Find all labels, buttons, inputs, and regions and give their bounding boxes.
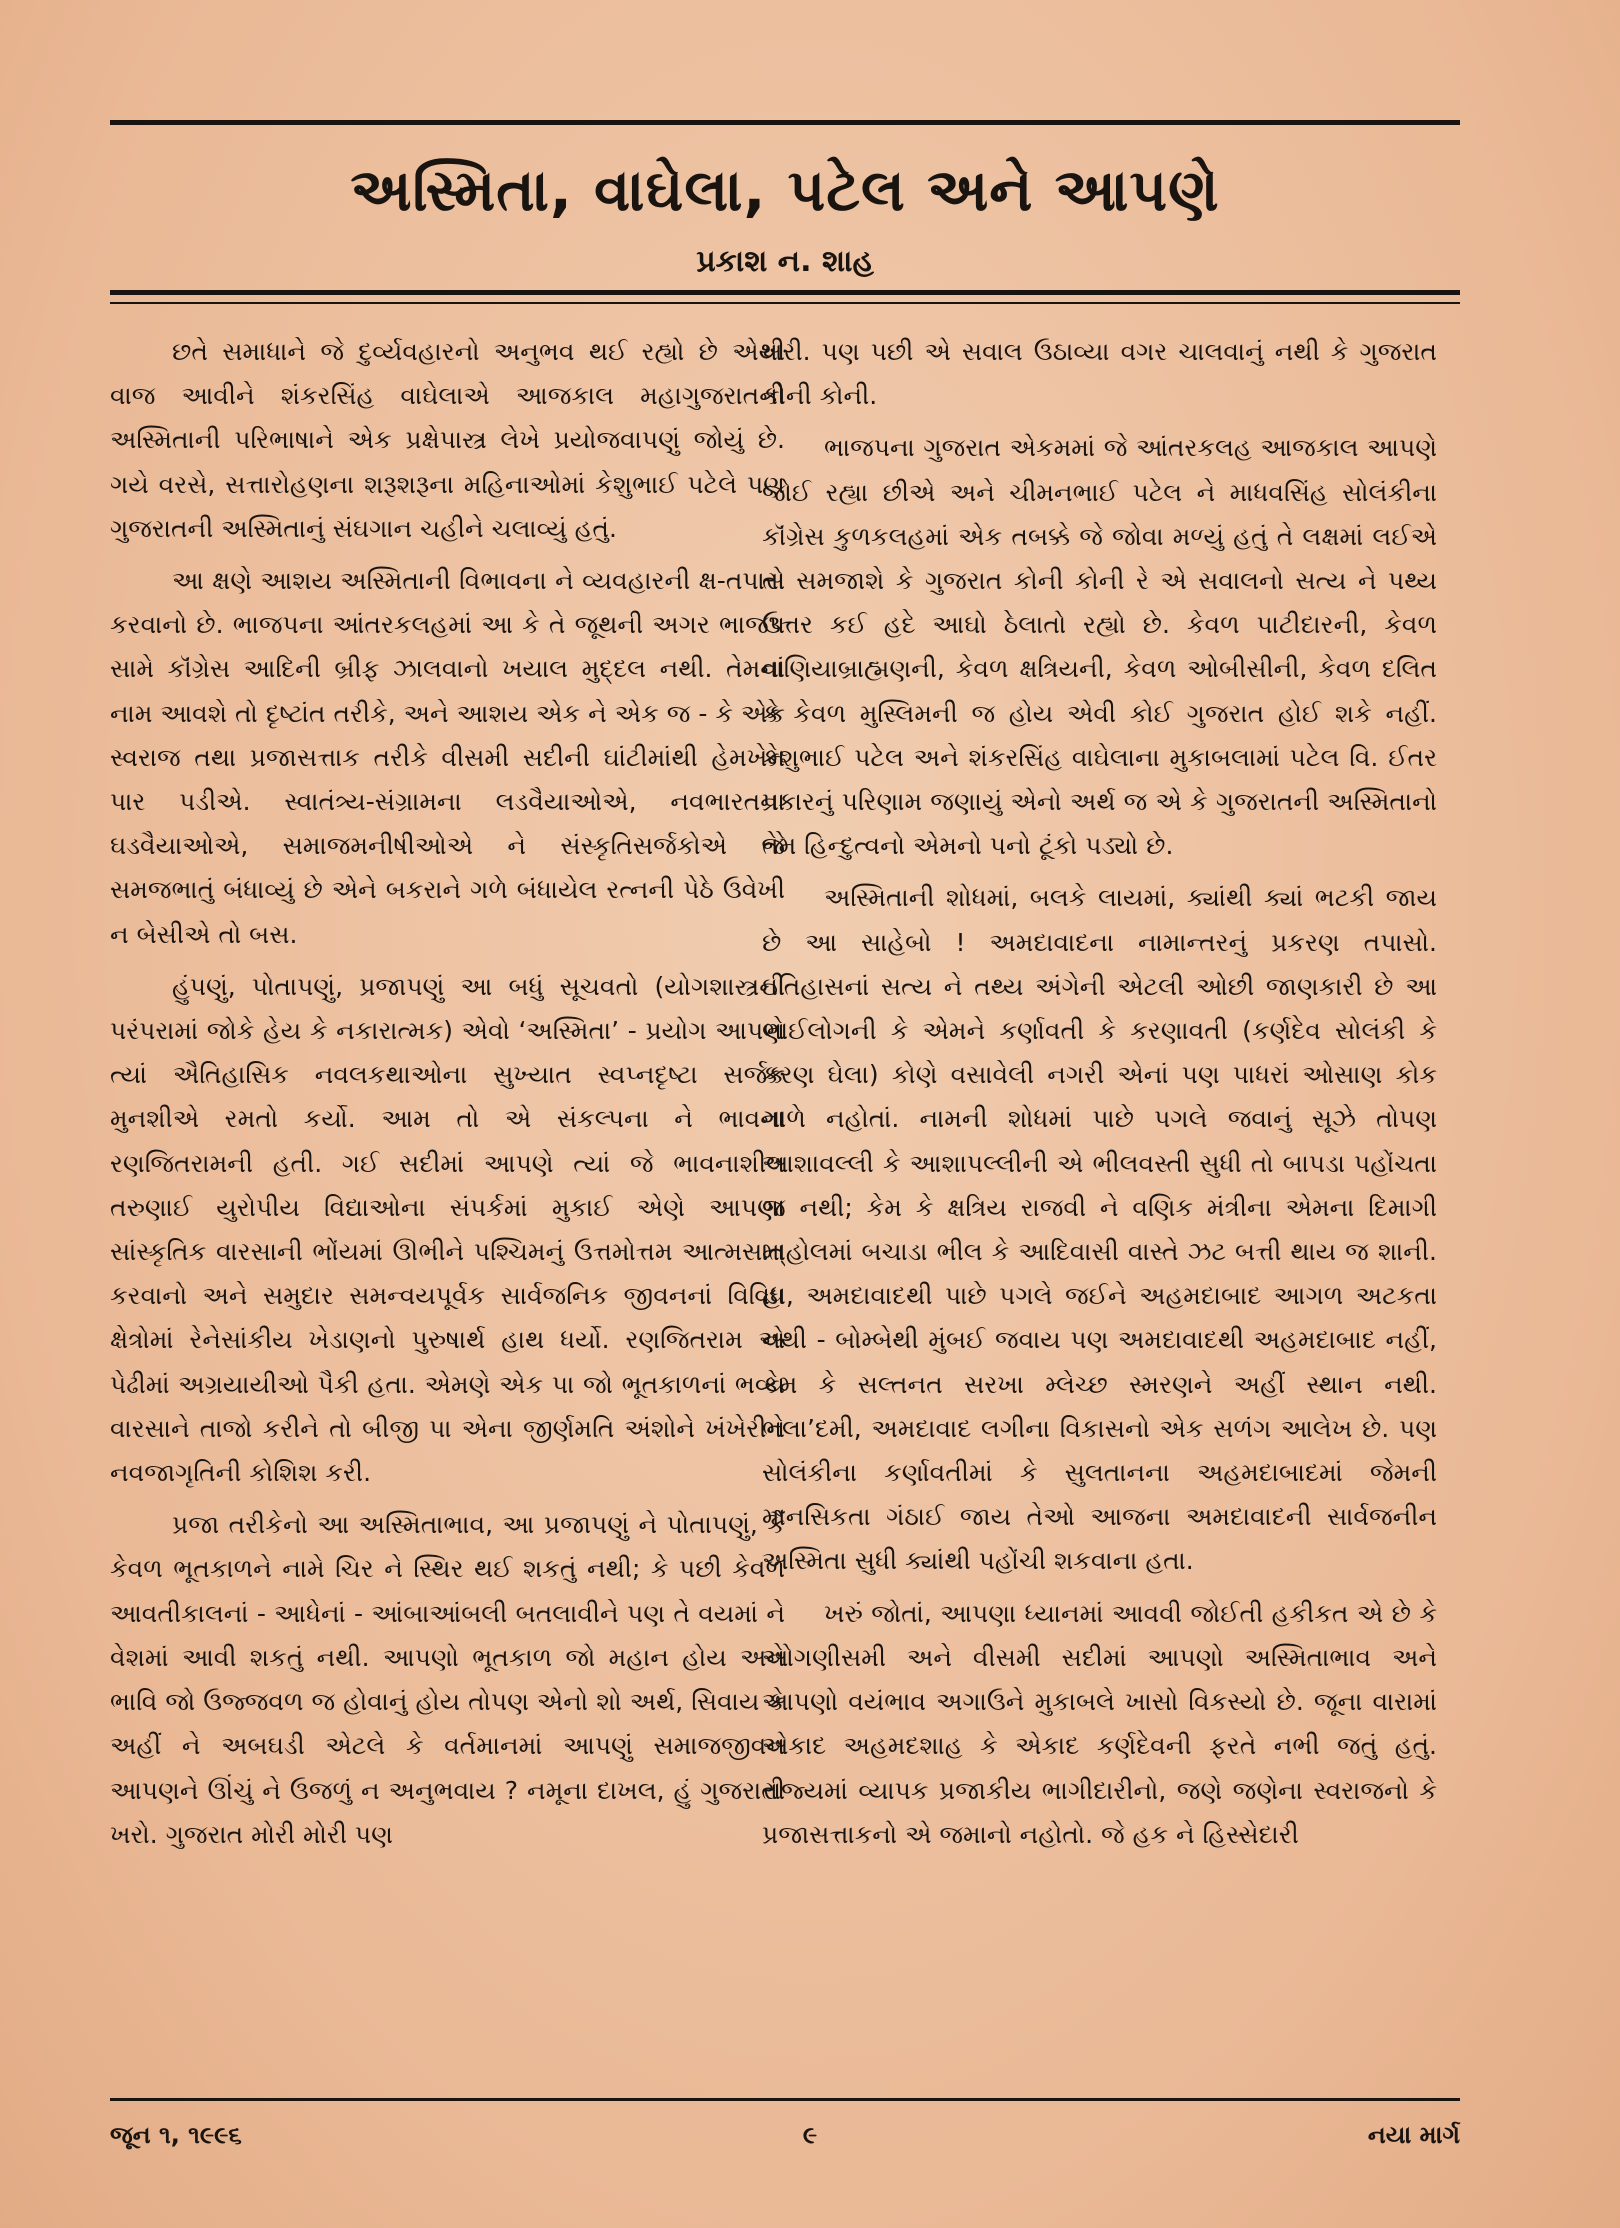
- paragraph: ખરું જોતાં, આપણા ધ્યાનમાં આવવી જોઈતી હકીકત એ છે કે ઓગણીસમી અને વીસમી સદીમાં આપણો અસ્મિતાભાવ અને આપણો વયંભાવ અગાઉને મુકાબલે ખાસો વિકસ્યો છે. જૂના વારામાં એકાદ અહમદશાહ કે એકાદ કર્ણદેવની ફરતે નભી જતું હતું. રાજ્યમાં વ્યાપક પ્રજાકીય ભાગીદારીનો, જણે જણેના સ્વરાજનો કે પ્રજાસત્તાકનો એ જમાનો નહોતો. જે હક ને હિસ્સેદારી: [762, 1598, 1437, 1849]
- header-rule-thin: [110, 302, 1460, 304]
- article-title: અસ્મિતા, વાઘેલા, પટેલ અને આપણે: [350, 156, 1220, 224]
- footer-rule: [110, 2098, 1460, 2101]
- paragraph: ખરી. પણ પછી એ સવાલ ઉઠાવ્યા વગર ચાલવાનું નથી કે ગુજરાત કોની કોની.: [762, 337, 1437, 411]
- footer-publication: નયા માર્ગ: [1367, 2121, 1460, 2149]
- right-column: [762, 330, 1437, 2030]
- left-column: [110, 330, 785, 2030]
- paragraph: હુંપણું, પોતાપણું, પ્રજાપણું આ બધું સૂચવતો (યોગશાસ્ત્રની પરંપરામાં જોકે હેય કે નકારાત્મક) એવો ‘અસ્મિતા’ - પ્રયોગ આપણે ત્યાં ઐતિહાસિક નવલકથાઓના સુખ્યાત સ્વપ્નદૃષ્ટા સર્જક મુનશીએ રમતો કર્યો. આમ તો એ સંકલ્પના ને ભાવના રણજિતરામની હતી. ગઈ સદીમાં આપણે ત્યાં જે ભાવનાશીલ તરુણાઈ યુરોપીય વિદ્યાઓના સંપર્કમાં મુકાઈ એણે આપણા સાંસ્કૃતિક વારસાની ભોંયમાં ઊભીને પશ્ચિમનું ઉત્તમોત્તમ આત્મસાત્ કરવાનો અને સમુદાર સમન્વયપૂર્વક સાર્વજનિક જીવનનાં વિવિધ ક્ષેત્રોમાં રેનેસાંકીય ખેડાણનો પુરુષાર્થ હાથ ધર્યો. રણજિતરામ એ પેઢીમાં અગ્રયાયીઓ પૈકી હતા. એમણે એક પા જો ભૂતકાળનાં ભવ્ય વારસાને તાજો કરીને તો બીજી પા એના જીર્ણમતિ અંશોને ખંખેરીને નવજાગૃતિની કોશિશ કરી.: [110, 971, 785, 1488]
- footer-page-number: ૯: [802, 2121, 818, 2149]
- paragraph: આ ક્ષણે આશય અસ્મિતાની વિભાવના ને વ્યવહારની ક્ષ-તપાસ કરવાનો છે. ભાજપના આંતરકલહમાં આ કે તે જૂથની અગર ભાજપ સામે કૉંગ્રેસ આદિની બ્રીફ ઝાલવાનો ખયાલ મુદ્દલ નથી. તેમનાં નામ આવશે તો દૃષ્ટાંત તરીકે, અને આશય એક ને એક જ - કે એક સ્વરાજ તથા પ્રજાસત્તાક તરીકે વીસમી સદીની ઘાંટીમાંથી હેમખેમ પાર પડીએ. સ્વાતંત્ર્ય-સંગ્રામના લડવૈયાઓએ, નવભારતના ઘડવૈયાઓએ, સમાજમનીષીઓએ ને સંસ્કૃતિસર્જકોએ જે સમજભાતું બંધાવ્યું છે એને બકરાને ગળે બંધાયેલ રત્નની પેઠે ઉવેખી ન બેસીએ તો બસ.: [110, 566, 785, 949]
- paragraph: પ્રજા તરીકેનો આ અસ્મિતાભાવ, આ પ્રજાપણું ને પોતાપણું, કૈં કેવળ ભૂતકાળને નામે ચિર ને સ્થિર થઈ શકતું નથી; કે પછી કેવળ આવતીકાલનાં - આધેનાં - આંબાઆંબલી બતલાવીને પણ તે વયમાં ને વેશમાં આવી શકતું નથી. આપણો ભૂતકાળ જો મહાન હોય અને ભાવિ જો ઉજ્જવળ જ હોવાનું હોય તોપણ એનો શો અર્થ, સિવાય કે અહીં ને અબઘડી એટલે કે વર્તમાનમાં આપણું સમાજજીવન આપણને ઊંચું ને ઉજળું ન અનુભવાય ? નમૂના દાખલ, હું ગુજરાતી ખરો. ગુજરાત મોરી મોરી પણ: [110, 1510, 785, 1849]
- header-rule-thick: [110, 290, 1460, 295]
- paragraph: અસ્મિતાની શોધમાં, બલકે લાયમાં, ક્યાંથી ક્યાં ભટકી જાય છે આ સાહેબો ! અમદાવાદના નામાન્તરનું પ્રકરણ તપાસો. ઇતિહાસનાં સત્ય ને તથ્ય અંગેની એટલી ઓછી જાણકારી છે આ ભાઈલોગની કે એમને કર્ણાવતી કે કરણાવતી (કર્ણદેવ સોલંકી કે કરણ ઘેલા) કોણે વસાવેલી નગરી એનાં પણ પાધરાં ઓસાણ કોક ગાળે નહોતાં. નામની શોધમાં પાછે પગલે જવાનું સૂઝે તોપણ આશાવલ્લી કે આશાપલ્લીની એ ભીલવસ્તી સુધી તો બાપડા પહોંચતા જ નથી; કેમ કે ક્ષત્રિય રાજવી ને વણિક મંત્રીના એમના દિમાગી માહોલમાં બચાડા ભીલ કે આદિવાસી વાસ્તે ઝટ બત્તી થાય જ શાની. હા, અમદાવાદથી પાછે પગલે જઈને અહમદાબાદ આગળ અટકતા નથી - બોમ્બેથી મુંબઈ જવાય પણ અમદાવાદથી અહમદાબાદ નહીં, કેમ કે સલ્તનત સરખા મ્લેચ્છ સ્મરણને અહીં સ્થાન નથી. ભલા’દમી, અમદાવાદ લગીના વિકાસનો એક સળંગ આલેખ છે. પણ સોલંકીના કર્ણાવતીમાં કે સુલતાનના અહમદાબાદમાં જેમની માનસિકતા ગંઠાઈ જાય તેઓ આજના અમદાવાદની સાર્વજનીન અસ્મિતા સુધી ક્યાંથી પહોંચી શકવાના હતા.: [762, 883, 1437, 1576]
- top-rule: [110, 120, 1460, 125]
- article-author: પ્રકાશ ન. શાહ: [696, 244, 874, 279]
- paragraph: છતે સમાધાને જે દુર્વ્યવહારનો અનુભવ થઈ રહ્યો છે એથી વાજ આવીને શંકરસિંહ વાઘેલાએ આજકાલ મહાગુજરાતની અસ્મિતાની પરિભાષાને એક પ્રક્ષેપાસ્ત્ર લેખે પ્રયોજવાપણું જોયું છે. ગયે વરસે, સત્તારોહણના શરૂશરૂના મહિનાઓમાં કેશુભાઈ પટેલે પણ ગુજરાતની અસ્મિતાનું સંઘગાન ચહીને ચલાવ્યું હતું.: [110, 337, 785, 543]
- footer-date: જૂન ૧, ૧૯૯૬: [110, 2121, 242, 2149]
- paragraph: ભાજપના ગુજરાત એકમમાં જે આંતરકલહ આજકાલ આપણે જોઈ રહ્યા છીએ અને ચીમનભાઈ પટેલ ને માધવસિંહ સોલંકીના કૉંગ્રેસ કુળકલહમાં એક તબક્કે જે જોવા મળ્યું હતું તે લક્ષમાં લઈએ તો સમજાશે કે ગુજરાત કોની કોની રે એ સવાલનો સત્ય ને પથ્ય ઉત્તર કઈ હદે આઘો ઠેલાતો રહ્યો છે. કેવળ પાટીદારની, કેવળ વાણિયાબ્રાહ્મણની, કેવળ ક્ષત્રિયની, કેવળ ઓબીસીની, કેવળ દલિત કે કેવળ મુસ્લિમની જ હોય એવી કોઈ ગુજરાત હોઈ શકે નહીં. કેશુભાઈ પટેલ અને શંકરસિંહ વાઘેલાના મુકાબલામાં પટેલ વિ. ઈતર પ્રકારનું પરિણામ જણાયું એનો અર્થ જ એ કે ગુજરાતની અસ્મિતાનો તેમ હિન્દુત્વનો એમનો પનો ટૂંકો પડ્યો છે.: [762, 433, 1437, 861]
